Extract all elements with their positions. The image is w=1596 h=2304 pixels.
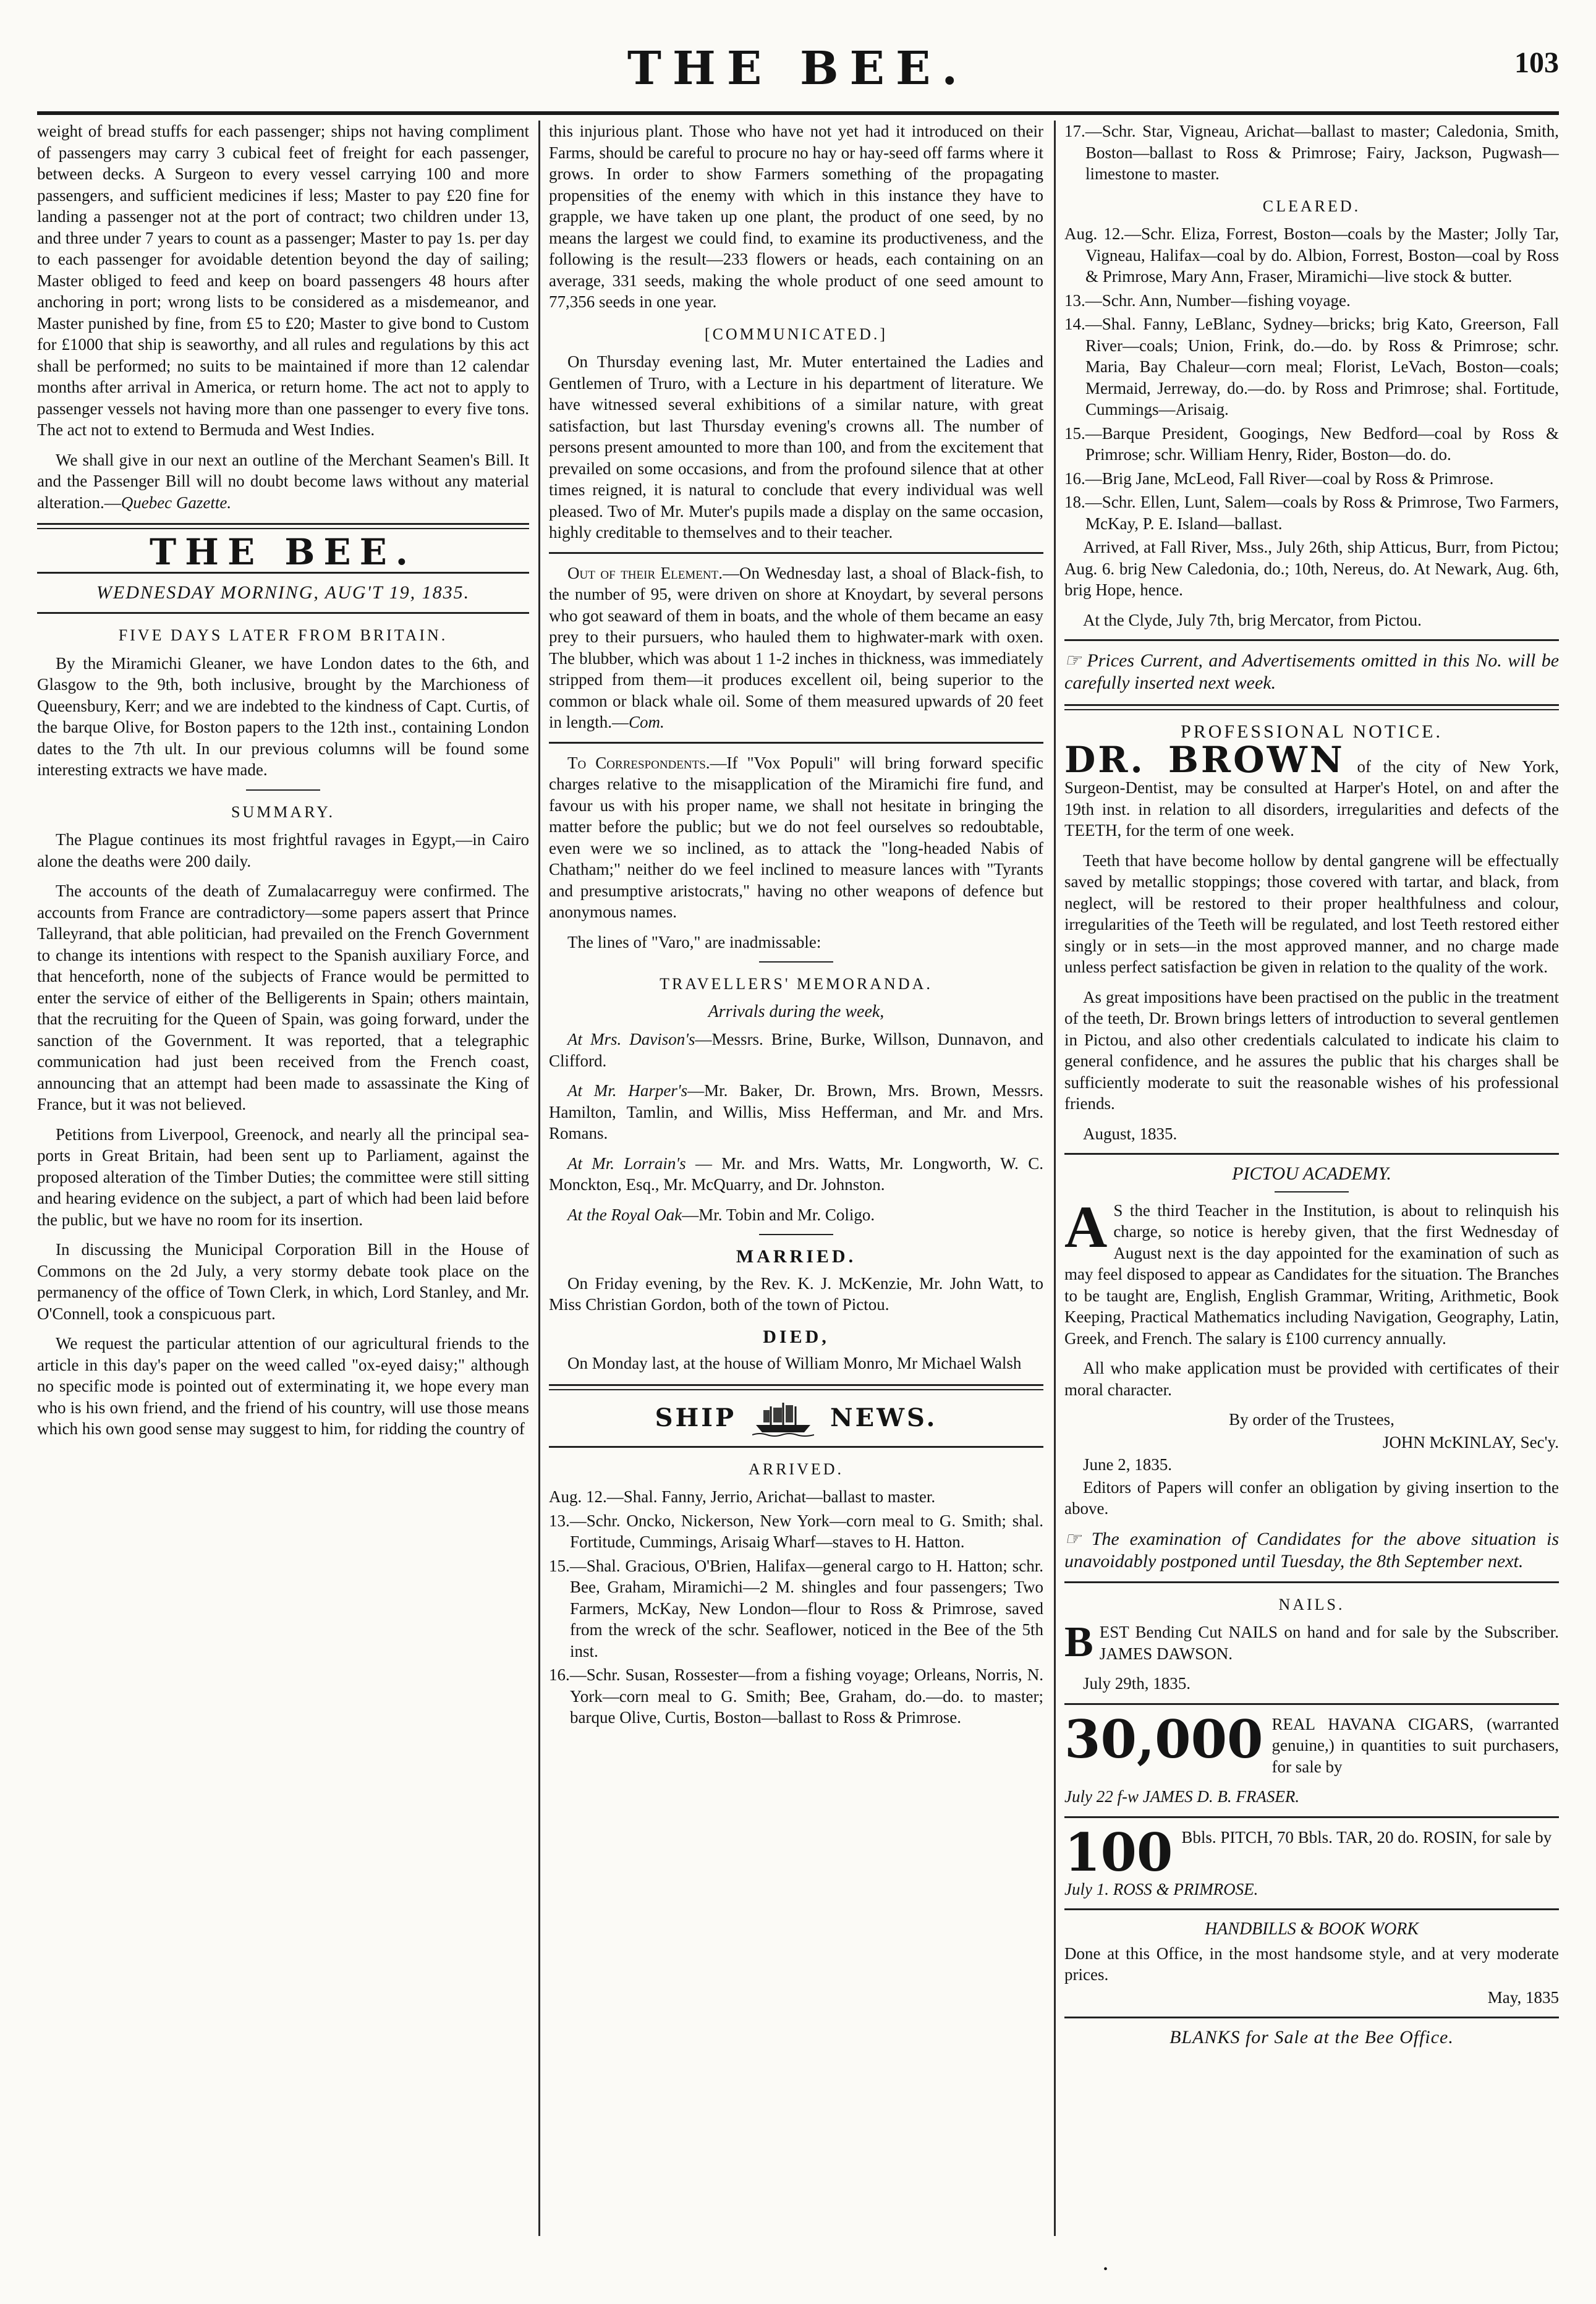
shipping-entry: 15.—Shal. Gracious, O'Brien, Halifax—general cargo to H. Hatton; schr. Bee, Graham, Miramichi—2 M. shingles and four passengers; Two Farmers, McKay, New London—flour to Ross & Primrose, saved from the wreck of the schr. Seaflower, noticed in the Bee of the 5th inst. <box>549 1556 1043 1660</box>
divider <box>549 742 1043 744</box>
article-source: Quebec Gazette. <box>121 493 232 512</box>
dateline: WEDNESDAY MORNING, AUG'T 19, 1835. <box>96 582 470 603</box>
advert-paragraph: All who make application must be provided with certificates of their moral character. <box>1064 1359 1559 1399</box>
advert-paragraph: Editors of Papers will confer an obligation by giving insertion to the above. <box>1064 1477 1559 1518</box>
article-text: If "Vox Populi" will bring forward specific charges relative to the misapplication of the Miramichi fire fund, and favour us with his proper name, we shall not hesitate in bringing the matter before the public; but we do not feel ourselves so redoubtable, even were we so inclined, as to attack the "long-headed Nabis of Chatham;" neither do we feel inclined to measure lances with "Tyrants and presumptive aristocrats," having no other weapons of defence but anonymous names. <box>549 753 1043 921</box>
article-paragraph: this injurious plant. Those who have not yet had it introduced on their Farms, should be careful to procure no hay or hay-seed off farms where it grows. In order to show Farmers something of the propagating propensities of the enemy with which in this instance they have to grapple, we have taken up one plant, the product of one seed, by no means the largest we could find, to examine its productiveness, and the following is the result—233 flowers or heads, each containing on an average, 331 seeds, making the whole product of one seed amount to 77,356 seeds in one year. <box>549 122 1043 311</box>
arrival-entry <box>549 1029 1043 1071</box>
divider <box>1064 1908 1559 1910</box>
arrival-place: At Mr. Harper's <box>567 1081 688 1100</box>
page-number: 103 <box>1514 46 1559 79</box>
drop-cap: A <box>1064 1193 1108 1260</box>
section-divider <box>37 523 529 529</box>
notice <box>1064 650 1559 694</box>
column-1 <box>37 121 529 2236</box>
arrival-place: At Mrs. Davison's <box>567 1030 695 1048</box>
advert-order: By order of the Trustees, <box>1229 1410 1394 1429</box>
article-paragraph <box>37 449 529 514</box>
advert-text: Bbls. PITCH, 70 Bbls. TAR, 20 do. ROSIN, for sale by <box>1181 1827 1552 1847</box>
section-subheading: Arrivals during the week, <box>708 1001 885 1021</box>
masthead-title: THE BEE. <box>627 42 969 95</box>
section-heading: CLEARED. <box>1262 197 1361 215</box>
section-divider <box>549 1384 1043 1390</box>
divider <box>1064 1581 1559 1583</box>
divider <box>1064 1816 1559 1818</box>
divider <box>759 961 833 963</box>
arrival-names: — Mr. and Mrs. Watts, Mr. Longworth, W. C. Monckton, Esq., Mr. McQuarry, and Dr. Johnston. <box>549 1154 1043 1194</box>
advert-text: EST Bending Cut NAILS on hand and for sale by the Subscriber. JAMES DAWSON. <box>1099 1623 1559 1663</box>
arrival-names: —Mr. Baker, Dr. Brown, Mrs. Brown, Messrs. Hamilton, Tamlin, and Willis, Miss Hefferman, and Mr. and Mrs. Romans. <box>549 1081 1043 1142</box>
advert-text: REAL HAVANA CIGARS, (warranted genuine,) in quantities to suit purchasers, for sale by <box>1271 1714 1559 1776</box>
arrival-names: —Mr. Tobin and Mr. Coligo. <box>682 1205 875 1224</box>
section-heading: SUMMARY. <box>231 802 336 821</box>
article-paragraph: The accounts of the death of Zumalacarreguy were confirmed. The accounts from France are contradictory—some papers assert that Prince Talleyrand, that able politician, had prevailed on the French Government to change its intentions with respect to the Spanish auxiliary Force, and that henceforth, none of the subjects of France would be permitted to enter the service of either of the Belligerents in Spain; others maintain, that the recruiting for the Queen of Spain, was going forward, under the sanction of the Government. It was reported, that a telegraphic communication had just been received from the French coast, announcing that an attempt had been made to assassinate the King of France, but it was not believed. <box>37 882 529 1113</box>
notice-text: The examination of Candidates for the above situation is unavoidably postponed until Tuesday, the 8th September next. <box>1064 1528 1559 1571</box>
divider <box>549 1446 1043 1448</box>
article-paragraph <box>549 752 1043 923</box>
advertisement <box>1064 1708 1559 1778</box>
section-heading: [COMMUNICATED.] <box>704 325 888 343</box>
article-paragraph: Petitions from Liverpool, Greenock, and nearly all the principal sea-ports in Great Britain, had been sent up to Parliament, against the proposed alteration of the Timber Duties; the committee were still sitting and hearing evidence on the subject, a part of which had been laid before the public, but we have no room for its insertion. <box>37 1124 529 1229</box>
shipping-entry: 18.—Schr. Ellen, Lunt, Salem—coals by Ross & Primrose, Two Farmers, McKay, P. E. Island—ballast. <box>1064 493 1559 533</box>
advert-date: August, 1835. <box>1083 1124 1178 1143</box>
divider <box>1064 2017 1559 2018</box>
article-paragraph: In discussing the Municipal Corporation Bill in the House of Commons on the 2d July, a very stormy debate took place on the permanency of the office of Town Clerk, in which, Lord Stanley, and Mr. O'Connell, took a conspicuous part. <box>37 1240 529 1323</box>
advert-signature: July 1. ROSS & PRIMROSE. <box>1064 1879 1259 1898</box>
article-paragraph: On Friday evening, by the Rev. K. J. McKenzie, Mr. John Watt, to Miss Christian Gordon, both of the town of Pictou. <box>549 1273 1043 1314</box>
advertisement <box>1064 1193 1559 1350</box>
shipping-entry: 15.—Barque President, Googings, New Bedford—coal by Ross & Primrose; schr. William Henry, Rider, Boston—do. do. <box>1064 423 1559 464</box>
article-paragraph: Arrived, at Fall River, Mss., July 26th, ship Atticus, Burr, from Pictou; Aug. 6. brig New Caledonia, do.; 10th, Nereus, do. At Newark, Aug. 6th, brig Hope, hence. <box>1064 538 1559 599</box>
divider <box>37 612 529 614</box>
advert-date: July 29th, 1835. <box>1083 1674 1191 1693</box>
article-paragraph: The Plague continues its most frightful ravages in Egypt,—in Cairo alone the deaths were 200 daily. <box>37 830 529 870</box>
article-text: We shall give in our next an outline of the Merchant Seamen's Bill. It and the Passenger Bill will no doubt become laws without any material alteration.— <box>37 450 529 512</box>
section-heading: NAILS. <box>1278 1595 1345 1613</box>
shipping-entry: Aug. 12.—Shal. Fanny, Jerrio, Arichat—ballast to master. <box>549 1487 936 1506</box>
advert-text: Done at this Office, in the most handsome style, and at very moderate prices. <box>1064 1944 1559 1984</box>
article-paragraph <box>549 563 1043 733</box>
drop-cap: B <box>1064 1618 1093 1666</box>
column-divider <box>538 121 540 2236</box>
arrival-entry <box>549 1153 1043 1196</box>
section-heading: PICTOU ACADEMY. <box>1232 1163 1391 1184</box>
advert-signature: JOHN McKINLAY, Sec'y. <box>1382 1432 1559 1452</box>
column-divider <box>1054 121 1056 2236</box>
shipping-entry: 16.—Brig Jane, McLeod, Fall River—coal by Ross & Primrose. <box>1064 469 1494 488</box>
shipping-entry: 13.—Schr. Ann, Number—fishing voyage. <box>1064 291 1351 310</box>
editorial-title: THE BEE. <box>150 531 417 573</box>
advert-paragraph: Teeth that have become hollow by dental gangrene will be effectually saved by metallic stoppings; those covered with tartar, and black, from neglect, will be restored to their proper healthfulness and colour, irregularities of the Teeth will be regulated, and lost Teeth restored either singly or in sets—in the most approved manner, and no charge made unless perfect satisfaction be given in relation to the quality of the work. <box>1064 851 1559 976</box>
divider <box>549 552 1043 554</box>
ship-news-word: SHIP <box>655 1403 737 1433</box>
ship-icon <box>752 1400 814 1437</box>
article-paragraph: The lines of "Varo," are inadmissable: <box>567 932 821 951</box>
divider <box>759 1234 833 1235</box>
shipping-entry: 17.—Schr. Star, Vigneau, Arichat—ballast to master; Caledonia, Smith, Boston—ballast to Ross & Primrose; Fairy, Jackson, Pugwash—limestone to master. <box>1064 122 1559 183</box>
ornament-divider <box>1275 1191 1349 1192</box>
divider <box>1064 639 1559 641</box>
section-heading: ARRIVED. <box>748 1460 844 1478</box>
advert-date: May, 1835 <box>1487 1987 1559 2007</box>
advert-number: 30,000 <box>1064 1708 1263 1770</box>
pointing-hand-icon: ☞ <box>1064 650 1081 671</box>
section-divider <box>1064 704 1559 710</box>
advert-blanks: BLANKS for Sale at the Bee Office. <box>1169 2027 1454 2047</box>
advert-text: S the third Teacher in the Institution, is about to relinquish his charge, so notice is hereby given, that the first Wednesday of August next is the day appointed for the examination of such as may feel disposed to appear as Candidates for the situation. The Branches to be taught are, English, English Grammar, Writing, Arithmetic, Book Keeping, Practical Mathematics including Navigation, Geography, Latin, Greek, and French. The salary is £100 currency annually. <box>1064 1201 1559 1348</box>
shipping-entry: Aug. 12.—Schr. Eliza, Forrest, Boston—coals by the Master; Jolly Tar, Vigneau, Halifax—coal by do. Albion, Forrest, Boston—coal by Ross & Primrose, Mary Ann, Fraser, Miramichi—live stock & butter. <box>1064 224 1559 286</box>
advert-text: of the city of New York, Surgeon-Dentist, may be consulted at Harper's Hotel, on and after the 19th inst. in relation to all disorders, irregularities and defects of the TEETH, for the term of one week. <box>1064 757 1559 840</box>
article-paragraph: weight of bread stuffs for each passenger; ships not having compliment of passengers may carry 3 cubical feet of freight for each passenger, between decks. A Surgeon to every vessel carrying 100 and more passengers, and sufficient medicines if less; Master to pay £20 fine for landing a passenger not at the port of contract; two children under 13, and three under 7 years to count as a passenger; Master to pay 1s. per day to each passenger for avoidable detention beyond the day of sailing; Master obliged to feed and keep on board passengers 48 hours after anchoring in port; wrong lists to be considered as a misdemeanor, and Master punished by fine, from £5 to £20; Master to give bond to Custom for £1000 that ship is seaworthy, and all rules and regulations by this act shall be performed; no suits to be maintained if more than 12 calendar months after arrival in America, or return home. The act not to apply to passenger vessels not having more than one passenger to every five tons. The act not to extend to Bermuda and West Indies. <box>37 122 529 439</box>
advertisement <box>1064 738 1559 841</box>
notice-text: Prices Current, and Advertisements omitted in this No. will be carefully inserted next week. <box>1064 650 1559 693</box>
advertisement <box>1064 1618 1559 1666</box>
pointing-hand-icon: ☞ <box>1064 1528 1081 1549</box>
notice <box>1064 1528 1559 1573</box>
column-2 <box>549 121 1043 2236</box>
section-heading: TRAVELLERS' MEMORANDA. <box>660 975 933 993</box>
advert-paragraph: As great impositions have been practised on the public in the treatment of the teeth, Dr. Brown brings letters of introduction to several gentlemen in Pictou, and also other credentials calculated to indicate his claim to general confidence, and he assures the public that his charges shall be sufficiently moderate to suit the reasonable wishes of his professional friends. <box>1064 987 1559 1113</box>
paragraph-lead: To Correspondents.— <box>567 753 727 772</box>
article-paragraph: By the Miramichi Gleaner, we have London dates to the 6th, and Glasgow to the 9th, both inclusive, brought by the Marchioness of Queensbury, Kerr; and we are indebted to the kindness of Capt. Curtis, of the barque Olive, for Boston papers to the 12th inst., containing London dates to the 7th ult. In our previous columns will be found some interesting extracts we have made. <box>37 653 529 779</box>
advert-signature: July 22 f-w JAMES D. B. FRASER. <box>1064 1787 1300 1806</box>
arrival-names: —Messrs. Brine, Burke, Willson, Dunnavon, and Clifford. <box>549 1030 1043 1070</box>
arrival-entry <box>549 1204 1043 1226</box>
ship-news-word: NEWS. <box>830 1403 938 1433</box>
divider <box>246 789 320 791</box>
article-paragraph: On Monday last, at the house of William Monro, Mr Michael Walsh <box>567 1354 1022 1372</box>
masthead <box>37 37 1559 115</box>
section-heading: HANDBILLS & BOOK WORK <box>1204 1919 1419 1939</box>
divider <box>1064 1703 1559 1705</box>
advert-name: DR. BROWN <box>1064 738 1345 781</box>
arrival-place: At the Royal Oak <box>567 1205 682 1224</box>
article-paragraph: We request the particular attention of our agricultural friends to the article in this day's paper on the weed called "ox-eyed daisy;" although no specific mode is pointed out of exterminating it, we hope every man who is his own friend, and the friend of his country, will use those means which his own good sense may suggest to him, for ridding the country of <box>37 1334 529 1438</box>
arrival-place: At Mr. Lorrain's <box>567 1154 686 1173</box>
paragraph-lead: Out of their Element.— <box>567 563 739 582</box>
arrival-entry <box>549 1080 1043 1144</box>
section-heading: MARRIED. <box>736 1246 857 1267</box>
article-source: Com. <box>629 713 664 731</box>
section-heading: DIED, <box>763 1326 830 1347</box>
article-paragraph: On Thursday evening last, Mr. Muter entertained the Ladies and Gentlemen of Truro, with a Lecture in his department of literature. We have witnessed several exhibitions of a similar nature, with great satisfaction, but last Thursday evening's crowns all. The number of persons present amounted to more than 100, and from the excitement that prevailed on some occasions, and from the profound silence that at other times reigned, it is natural to conclude that every individual was well pleased. Two of Mr. Muter's pupils made a display on the same occasion, highly creditable to themselves and to their teacher. <box>549 352 1043 542</box>
section-heading: FIVE DAYS LATER FROM BRITAIN. <box>118 626 448 644</box>
shipping-entry: 16.—Schr. Susan, Rossester—from a fishing voyage; Orleans, Norris, N. York—corn meal to G. Smith; Bee, Graham, do.—do. to master; barque Olive, Curtis, Boston—ballast to Ross & Primrose. <box>549 1665 1043 1727</box>
section-heading: PROFESSIONAL NOTICE. <box>1181 721 1443 742</box>
advert-date: June 2, 1835. <box>1083 1455 1172 1474</box>
article-text: On Wednesday last, a shoal of Black-fish, to the number of 95, were driven on shore at Knoydart, by several persons who got seaward of them in boats, and the whole of them became an easy prey to their pursuers, who hauled them to highwater-mark with oxen. The blubber, which was about 1 1-2 inches in thickness, was immediately stripped from them—it produces excellent oil, being superior to the common or black whale oil. Some of them measured upwards of 20 feet in length.— <box>549 563 1043 731</box>
advert-number: 100 <box>1064 1821 1173 1883</box>
shipping-entry: 13.—Schr. Oncko, Nickerson, New York—corn meal to G. Smith; shal. Fortitude, Cummings, Arisaig Wharf—staves to H. Hatton. <box>549 1511 1043 1551</box>
shipping-entry: 14.—Shal. Fanny, LeBlanc, Sydney—bricks; brig Kato, Greerson, Fall River—coals; Union, Frink, do.—do. by Ross & Primrose; schr. Maria, Bay Chaleur—corn meal; Florist, LeVach, Boston—coals; Mermaid, Jerreway, do.—do. by Ross and Primrose; shal. Fortitude, Cummings—Arisaig. <box>1064 315 1559 419</box>
advertisement <box>1064 1821 1559 1883</box>
footer-mark: • <box>1103 2263 1108 2276</box>
article-paragraph: At the Clyde, July 7th, brig Mercator, from Pictou. <box>1083 610 1422 629</box>
column-3 <box>1064 121 1559 2236</box>
divider <box>1064 1153 1559 1155</box>
ship-news-header <box>549 1400 1043 1437</box>
